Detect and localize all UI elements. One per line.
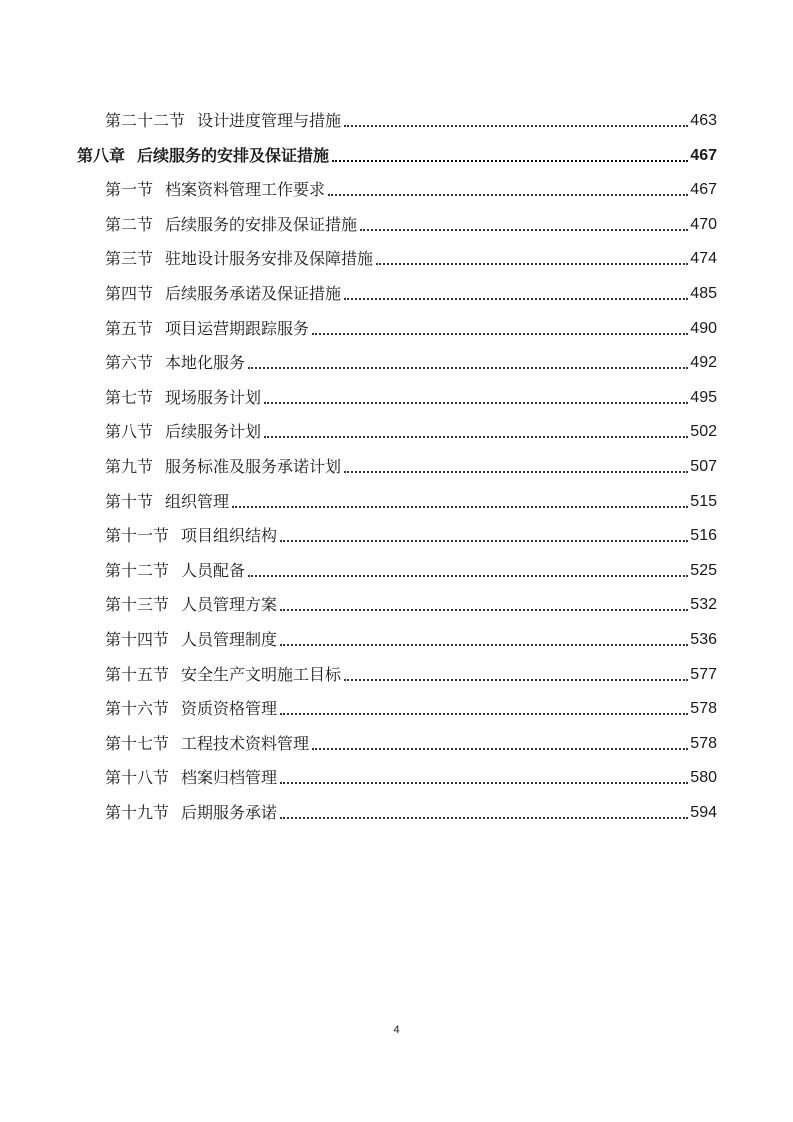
toc-entry-title: 设计进度管理与措施	[197, 111, 342, 130]
toc-entry-title: 资质资格管理	[181, 699, 278, 719]
toc-dot-leader	[248, 367, 688, 369]
toc-entry[interactable]	[0, 548, 793, 582]
toc-entry[interactable]	[0, 513, 793, 547]
toc-entry-number: 第七节	[105, 387, 154, 407]
toc-entry-page: 580	[690, 769, 717, 787]
toc-dot-leader	[264, 402, 688, 404]
toc-entry-title: 后续服务的安排及保证措施	[137, 145, 330, 165]
toc-entry-number: 第九节	[105, 457, 154, 476]
toc-entry-number: 第十三节	[105, 595, 170, 615]
toc-entry-title: 项目组织结构	[181, 526, 278, 546]
toc-dot-leader	[280, 782, 688, 784]
toc-entry-title: 项目运营期跟踪服务	[165, 318, 310, 338]
toc-dot-leader	[232, 506, 688, 508]
toc-entry-page: 578	[690, 700, 717, 718]
toc-entry-title: 档案归档管理	[181, 768, 278, 788]
toc-entry-page: 463	[690, 112, 717, 129]
toc-entry-page: 578	[690, 734, 717, 752]
toc-dot-leader	[280, 713, 688, 715]
toc-dot-leader	[360, 229, 688, 231]
toc-entry-number: 第六节	[105, 353, 154, 373]
toc-dot-leader	[376, 263, 688, 265]
toc-entry-page: 516	[690, 527, 717, 545]
toc-entry-number: 第二十二节	[105, 111, 186, 130]
toc-dot-leader	[344, 471, 688, 473]
toc-entry[interactable]	[0, 98, 793, 132]
toc-entry-title: 人员配备	[181, 560, 246, 580]
toc-entry-title: 人员管理方案	[181, 595, 278, 615]
toc-dot-leader	[344, 679, 688, 681]
toc-entry-number: 第十二节	[105, 560, 170, 580]
toc-dot-leader	[344, 298, 688, 300]
toc-entry-number: 第十七节	[105, 733, 170, 753]
toc-entry-page: 507	[690, 458, 717, 475]
toc-entry-page: 485	[690, 285, 717, 302]
toc-entry-title: 后续服务计划	[165, 422, 262, 442]
toc-entry-title: 后期服务承诺	[181, 803, 278, 822]
toc-entry[interactable]	[0, 167, 793, 201]
toc-entry-number: 第十节	[105, 491, 154, 511]
toc-entry-title: 人员管理制度	[181, 630, 278, 649]
toc-entry[interactable]	[0, 790, 793, 824]
toc-dot-leader	[280, 609, 688, 611]
toc-entry-page: 515	[690, 492, 717, 510]
toc-entry[interactable]	[0, 340, 793, 374]
toc-entry-page: 490	[690, 319, 717, 337]
toc-entry-number: 第八章	[77, 145, 126, 165]
toc-entry-title: 本地化服务	[165, 353, 246, 373]
toc-entry[interactable]	[0, 236, 793, 270]
toc-entry-title: 服务标准及服务承诺计划	[165, 457, 342, 476]
toc-entry[interactable]	[0, 409, 793, 443]
toc-entry[interactable]	[0, 755, 793, 789]
toc-entry-page: 594	[690, 804, 717, 821]
toc-entry[interactable]	[0, 582, 793, 616]
toc-entry-number: 第十六节	[105, 699, 170, 719]
toc-entry-page: 532	[690, 596, 717, 614]
toc-entry-number: 第十一节	[105, 526, 170, 546]
toc-entry[interactable]	[0, 271, 793, 305]
toc-entry-title: 后续服务的安排及保证措施	[165, 214, 358, 234]
toc-entry[interactable]	[0, 375, 793, 409]
toc-dot-leader	[280, 644, 688, 646]
toc-entry-number: 第五节	[105, 318, 154, 338]
toc-entry-title: 组织管理	[165, 491, 230, 511]
toc-entry[interactable]	[0, 686, 793, 720]
toc-entry-number: 第十九节	[105, 803, 170, 822]
toc-entry-number: 第一节	[105, 180, 154, 200]
toc-entry-title: 安全生产文明施工目标	[181, 664, 342, 684]
toc-dot-leader	[264, 436, 688, 438]
toc-dot-leader	[248, 575, 688, 577]
toc-entry-number: 第十八节	[105, 768, 170, 788]
page-number: 4	[393, 1024, 400, 1036]
toc-entry[interactable]	[0, 306, 793, 340]
toc-entry-page: 536	[690, 631, 717, 648]
toc-entry-number: 第三节	[105, 249, 154, 269]
toc-entry-page: 470	[690, 215, 717, 233]
toc-entry-page: 467	[690, 181, 717, 199]
toc-entry-page: 525	[690, 561, 717, 579]
toc-entry-number: 第八节	[105, 422, 154, 442]
toc-dot-leader	[312, 748, 688, 750]
toc-entry[interactable]	[0, 202, 793, 236]
toc-entry-title: 后续服务承诺及保证措施	[165, 284, 342, 303]
toc-entry[interactable]	[0, 652, 793, 686]
toc-entry[interactable]	[0, 617, 793, 651]
toc-entry[interactable]	[0, 444, 793, 478]
toc-entry-number: 第二节	[105, 214, 154, 234]
toc-entry[interactable]	[0, 721, 793, 755]
toc-dot-leader	[280, 817, 688, 819]
toc-entry-title: 驻地设计服务安排及保障措施	[165, 249, 374, 269]
toc-entry-page: 502	[690, 423, 717, 441]
toc-entry-page: 495	[690, 388, 717, 406]
toc-dot-leader	[328, 194, 688, 196]
toc-entry-title: 工程技术资料管理	[181, 733, 310, 753]
toc-dot-leader	[344, 125, 688, 127]
toc-entry-number: 第四节	[105, 284, 154, 303]
toc-chapter-entry[interactable]	[0, 133, 793, 167]
toc-dot-leader	[332, 160, 688, 162]
toc-entry-title: 档案资料管理工作要求	[165, 180, 326, 200]
toc-dot-leader	[312, 333, 688, 335]
toc-entry-page: 492	[690, 354, 717, 372]
toc-entry-page: 577	[690, 665, 717, 683]
toc-entry-number: 第十五节	[105, 664, 170, 684]
toc-entry[interactable]	[0, 479, 793, 513]
toc-dot-leader	[280, 540, 688, 542]
toc-entry-page: 474	[690, 250, 717, 268]
toc-entry-page: 467	[690, 146, 717, 164]
toc-entry-number: 第十四节	[105, 630, 170, 649]
toc-entry-title: 现场服务计划	[165, 387, 262, 407]
